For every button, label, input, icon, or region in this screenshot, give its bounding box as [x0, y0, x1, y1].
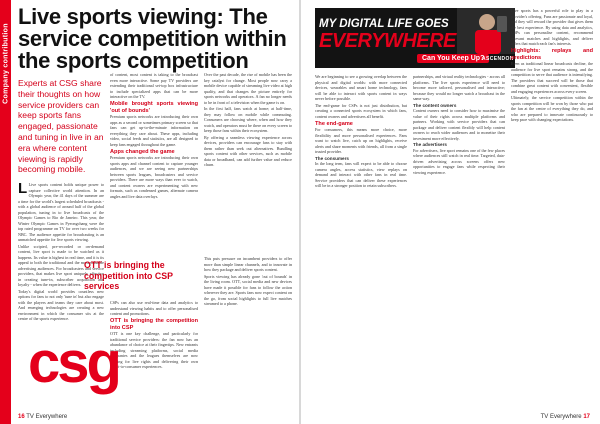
csg-logo — [28, 332, 148, 394]
publication-name-left: TV Everywhere — [26, 414, 68, 420]
ad-brand-logo: ASCENDON — [482, 56, 514, 62]
pull-quote-text: OTT is bringing the competition into CSP services — [84, 260, 173, 291]
body-paragraph: Today's digital world provides countless new options for fans to not only 'tune in' but also engage with the players and teams they care about most. And emerging technologies are creating a new environment in which the consumer sits at the centre of the sports experience. — [18, 288, 104, 322]
body-paragraph: For advertisers, live sport remains one of the few places where audiences still watch in real time. Targeted, data-driven advertising across screens offers new opportunities to engage fans while respecting their viewing experience. — [413, 147, 505, 175]
left-page — [0, 0, 299, 424]
ascendon-ad-banner — [315, 8, 515, 68]
article-headline: Live sports viewing: The service competition within the sports competition — [18, 4, 287, 73]
publication-name-right: TV Everywhere — [540, 414, 582, 420]
right-column-2 — [413, 74, 505, 406]
section-tab-label: Company contribution — [2, 23, 10, 104]
subheading-minor: The consumers — [315, 155, 349, 161]
svg-text:csg: csg — [28, 330, 119, 395]
subheading: OTT is bringing the competition into CSP — [110, 318, 198, 331]
subheading: Highlights: replays and predictions — [511, 48, 593, 61]
ad-headline-line1: MY DIGITAL LIFE GOES — [319, 18, 449, 30]
subheading-minor: The content owners — [413, 102, 457, 108]
body-paragraph: Sports viewing has already gone 'out of bounds' in the living room. OTT, social media and new devices have made it possible for fans to follow the action wherever they are. Sports fans now expect content on the go, from social highlights to full live matches streamed to a phone. — [204, 273, 292, 307]
body-paragraph: Unlike scripted, pre-recorded or on-demand content, live sport is made to be watched as it happens. Its value is highest in real time, and it is its appeal to both the traditional and the most valuable advertising audiences. For broadcasters and service providers, that makes live sport uniquely effective in creating tune-in, subscriber acquisition and loyalty - when the experience delivers. — [18, 243, 104, 288]
subheading: Mobile brought sports viewing 'out of bounds' — [110, 101, 198, 114]
right-column-1 — [315, 74, 407, 406]
ad-headline-line2: EVERYWHERE — [319, 30, 456, 52]
standfirst: Experts at CSG share their thoughts on how service providers can keep sports fans engaged, passionate and tuning in live in an era where content viewing is rapidly becoming mobile. — [18, 78, 104, 175]
drop-cap: L — [18, 180, 28, 197]
pull-quote — [84, 260, 176, 292]
page-number-left: 16 — [18, 414, 25, 420]
body-paragraph: Premium sports networks are introducing their own sports apps and channel content to capture younger audiences, and we are seeing new partnerships between sports leagues, broadcasters and service providers. There are more ways than ever to watch, and content owners are experimenting with new formats, such as condensed games, alternate camera angles and live data overlays. — [110, 155, 198, 199]
body-paragraph: of content, most content is taking to the broadcast even more interactive. Some pay TV providers are extending their traditional set-top box infrastructure to include specialized apps that can be more interactive on the TV. — [110, 72, 198, 99]
page-number-right: 17 — [583, 414, 590, 420]
body-paragraph: Over the past decade, the rise of mobile has been the key catalyst for change. Most people now carry a mobile device capable of streaming live video at high quality, and that changes the picture entirely for sports networks and operators. A fan no longer needs to be in front of a television when the game is on. — [204, 72, 292, 105]
body-paragraph: Premium sports networks are introducing their own apps as a second or sometimes primary screen so that fans can get up-to-the-minute information on everything they care about. These apps, including video, social feeds and statistics, are all designed to keep fans engaged throughout the game. — [110, 114, 198, 147]
body-paragraph: Even as traditional linear broadcasts decline, the audience for live sport remains strong, and the competition to serve that audience is intensifying. The providers that succeed will be those that combine great content with convenient, flexible and engaging experiences across every screen. — [511, 61, 593, 94]
body-paragraph: CSPs can also use real-time data and analytics to understand viewing habits and to offer personalised content and promotions. — [110, 300, 198, 316]
body-paragraph: partnerships, and virtual reality technologies - across all platforms. The live sports experience will need to become more tailored, personalised and interactive; because they would no longer watch a broadcast in the same way. — [413, 74, 505, 101]
body-paragraph: Ultimately, the service competition within the sports competition will be won by those who put the fan at the centre of everything they do, and who are prepared to innovate continuously to keep pace with changing expectations. — [511, 95, 593, 123]
right-column-3 — [511, 8, 593, 406]
subheading: Apps changed the game — [110, 148, 175, 155]
subheading-minor: The advertisers — [413, 142, 447, 148]
ad-cta-button: Can You Keep Up? — [417, 54, 489, 63]
body-paragraph: For consumers, this means more choice, more flexibility and more personalised experiences. Fans want to watch live, catch up on highlights, receive alerts and share moments with friends, all from a single trusted provider. — [315, 127, 407, 155]
body-paragraph: Content owners need to consider how to maximise the value of their rights across multiple platforms and partners. Working with service providers that can package and deliver content flexibly will help content owners to reach wider audiences and to monetise their investment more effectively. — [413, 108, 505, 141]
body-paragraph: In the long term, fans will expect to be able to choose camera angles, access statistics, view replays on demand and interact with other fans in real time. Service providers that can deliver these experiences will be in a stronger position to retain subscribers. — [315, 161, 407, 189]
subheading: The end-game — [315, 120, 353, 127]
body-column-3-lower — [204, 256, 292, 404]
body-paragraph: Live sports content holds unique power to capture collective world attention. In an Olympic year, the 41 days of the summer are a time for the world's largest scheduled broadcasts - with a global audience of around half of the global population, tuning in to live broadcasts of the Olympic Games to Rio de Janeiro. This year, the Winter Olympic Games in Pyeongchang were the top rated programme on TV for over two weeks for NBC. The audience appetite for broadcasting is an unmatched appetite for live sports viewing. — [18, 182, 104, 242]
body-paragraph: Live sports has a powerful role to play in a provider's offering. Fans are passionate and loyal, and they will reward the provider that gives them the best experience. By using data and analytics, CSPs can personalise content, recommend relevant matches and highlights, and deliver offers that match each fan's interests. — [511, 8, 593, 46]
body-paragraph: By offering a seamless viewing experience across devices, providers can encourage fans to stay with them rather than seek out alternatives. Bundling sports content with other services, such as mobile data or broadband, can add further value and reduce churn. — [204, 134, 292, 168]
ad-image — [457, 8, 515, 54]
body-column-2 — [110, 72, 198, 252]
csg-logo-graphic — [28, 332, 148, 394]
body-paragraph: This puts pressure on incumbent providers to offer more than simple linear channels, and to innovate in how they package and deliver sports content. — [204, 256, 292, 272]
body-paragraph: We are beginning to see a growing overlap between the physical and digital worlds: with more connected devices, wearables and smart home technology, fans will be able to interact with sports content in ways never before possible. — [315, 74, 407, 101]
section-tab — [0, 0, 11, 424]
footer-left — [18, 414, 67, 420]
right-page — [301, 0, 600, 424]
body-paragraph: In the first half, fans watch at home; at half-time, they may follow on mobile while commuting. Consumers are choosing where, when and how they watch, and operators must be there on every screen to keep those fans within their ecosystem. — [204, 106, 292, 134]
body-paragraph: OTT is one key challenge, and particularly for traditional service providers: the fan now has an abundance of choice at their fingertips. New entrants including streaming platforms, social media companies and the leagues themselves are now bidding for live rights and delivering their own direct-to-consumer experiences. — [110, 331, 198, 370]
footer-right — [541, 414, 590, 420]
body-column-3 — [204, 72, 292, 252]
body-paragraph: The end-game for CSPs is not just distribution, but creating a connected sports ecosystem in which fans, content owners and advertisers all benefit. — [315, 102, 407, 119]
body-column-1 — [18, 180, 104, 322]
